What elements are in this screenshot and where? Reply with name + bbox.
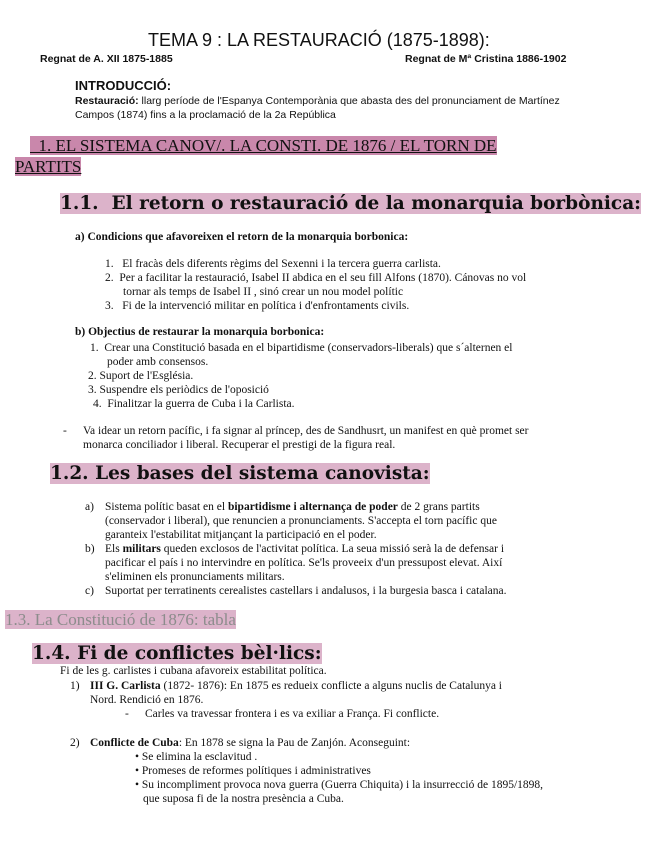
list-marker: 2): [70, 737, 80, 749]
text: Promeses de reformes polítiques i administratives: [141, 765, 371, 777]
dash-bullet: -: [125, 708, 129, 720]
condition-item: 2. Per a facilitar la restauració, Isabel II abdica en el seu fill Alfons (1870). Cánovas no vol: [105, 272, 527, 284]
objective-item: 3. Suspendre els periòdics de l'oposició: [88, 384, 269, 396]
objective-item: 1. Crear una Constitució basada en el bipartidisme (conservadors-liberals) que s´alternen el: [90, 342, 513, 354]
intro-line: llarg període de l'Espanya Contemporània que abasta des del pronunciament de Martínez: [138, 95, 560, 107]
page-title: TEMA 9 : LA RESTAURACIÓ (1875-1898):: [148, 30, 490, 50]
intro-label: Restauració:: [75, 95, 139, 107]
condition-item-cont: tornar als temps de Isabel II , sinó crear un nou model polític: [123, 286, 404, 298]
section-1-4-heading: [32, 643, 322, 664]
intro-text: [75, 95, 560, 107]
section-1-1-heading: [60, 193, 641, 214]
objective-item: 2. Suport de l'Església.: [88, 370, 194, 382]
heading-text: 1.1. El retorn o restauració de la monarquia borbònica:: [60, 193, 642, 214]
list-marker: b): [85, 543, 95, 555]
bold-text: III G. Carlista: [90, 680, 161, 692]
reign-cristina: Regnat de Mª Cristina 1886-1902: [405, 53, 567, 65]
bases-item-b-cont: pacificar el país i no intervindre en política. Se'ls proveeix d'un pressupost elevat. Així: [105, 557, 503, 569]
reign-alfons: Regnat de A. XII 1875-1885: [40, 53, 173, 65]
section-1-heading: [30, 136, 497, 156]
conflicts-intro: Fi de les g. carlistes i cubana afavoreix estabilitat política.: [60, 665, 327, 677]
text: Se elimina la esclavitud .: [141, 751, 258, 763]
bases-item-a-cont: garanteix l'estabilitat mitjançant la participació en el poder.: [105, 529, 377, 541]
bold-text: bipartidisme i alternança de poder: [227, 501, 398, 513]
intro-heading: INTRODUCCIÓ:: [75, 78, 172, 93]
section-1-3-heading: [5, 610, 236, 630]
section-1-line: PARTITS: [15, 157, 82, 176]
cuba-bullet: • Promeses de reformes polítiques i administratives: [135, 765, 371, 777]
bases-item-a-cont: (conservador i liberal), que renuncien a pronunciaments. S'accepta el torn pacífic que: [105, 515, 497, 527]
condition-item: 3. Fi de la intervenció militar en política i d'enfrontaments civils.: [105, 300, 410, 312]
dash-bullet: -: [63, 425, 67, 437]
list-marker: 1): [70, 680, 80, 692]
carlist-item-cont: Nord. Rendició en 1876.: [90, 694, 204, 706]
section-1-heading-2: [15, 157, 81, 177]
bases-item-b-cont: s'eliminen els pronunciaments militars.: [105, 571, 285, 583]
bases-item-a: [105, 500, 480, 514]
manifest-text: Va idear un retorn pacífic, i fa signar al príncep, des de Sandhusrt, un manifest en què promet ser: [83, 425, 529, 437]
heading-text: 1.2. Les bases del sistema canovista:: [50, 463, 430, 484]
list-marker: a): [85, 501, 94, 513]
bold-text: militars: [122, 543, 161, 555]
bases-item-c: Suportat per terratinents cerealistes castellars i andalusos, i la burgesia basca i catalana.: [105, 585, 507, 597]
objective-item-cont: poder amb consensos.: [107, 356, 209, 368]
conditions-heading: a) Condicions que afavoreixen el retorn de la monarquia borbonica:: [75, 231, 409, 243]
cuba-bullet-cont: que suposa fi de la nostra presència a Cuba.: [143, 793, 344, 805]
text: Els: [105, 543, 123, 555]
cuba-bullet: • Se elimina la esclavitud .: [135, 751, 258, 763]
list-marker: c): [85, 585, 94, 597]
text: : En 1878 se signa la Pau de Zanjón. Aconseguint:: [178, 737, 411, 749]
carlist-item: [90, 679, 502, 693]
text: Sistema polític basat en el: [105, 501, 228, 513]
heading-text: 1.3. La Constitució de 1876: tabla: [5, 610, 236, 629]
text: de 2 grans partits: [397, 501, 480, 513]
heading-text: 1.4. Fi de conflictes bèl·lics:: [32, 643, 322, 664]
objective-item: 4. Finalitzar la guerra de Cuba i la Carlista.: [93, 398, 295, 410]
section-1-2-heading: [50, 463, 430, 484]
objectives-heading: b) Objectius de restaurar la monarquia borbonica:: [75, 326, 325, 338]
cuba-bullet: • Su incompliment provoca nova guerra (Guerra Chiquita) i la insurrecció de 1895/1898,: [135, 779, 544, 791]
text: queden exclosos de l'activitat política. La seua missió serà la de defensar i: [160, 543, 505, 555]
section-1-line: 1. EL SISTEMA CANOV/. LA CONSTI. DE 1876 / EL TORN DE: [30, 136, 497, 155]
cuba-item: [90, 736, 410, 750]
condition-item: 1. El fracàs dels diferents règims del Sexenni i la tercera guerra carlista.: [105, 258, 441, 270]
bold-text: Conflicte de Cuba: [90, 737, 179, 749]
carlist-subitem: Carles va travessar frontera i es va exiliar a França. Fi conflicte.: [145, 708, 440, 720]
bases-item-b: [105, 542, 504, 556]
text: Su incompliment provoca nova guerra (Guerra Chiquita) i la insurrecció de 1895/1898,: [141, 779, 544, 791]
text: (1872- 1876): En 1875 es redueix conflicte a alguns nuclis de Catalunya i: [160, 680, 503, 692]
intro-line-2: Campos (1874) fins a la proclamació de la 2a República: [75, 109, 336, 121]
manifest-text-cont: monarca conciliador i liberal. Recuperar el prestigi de la figura real.: [83, 439, 396, 451]
